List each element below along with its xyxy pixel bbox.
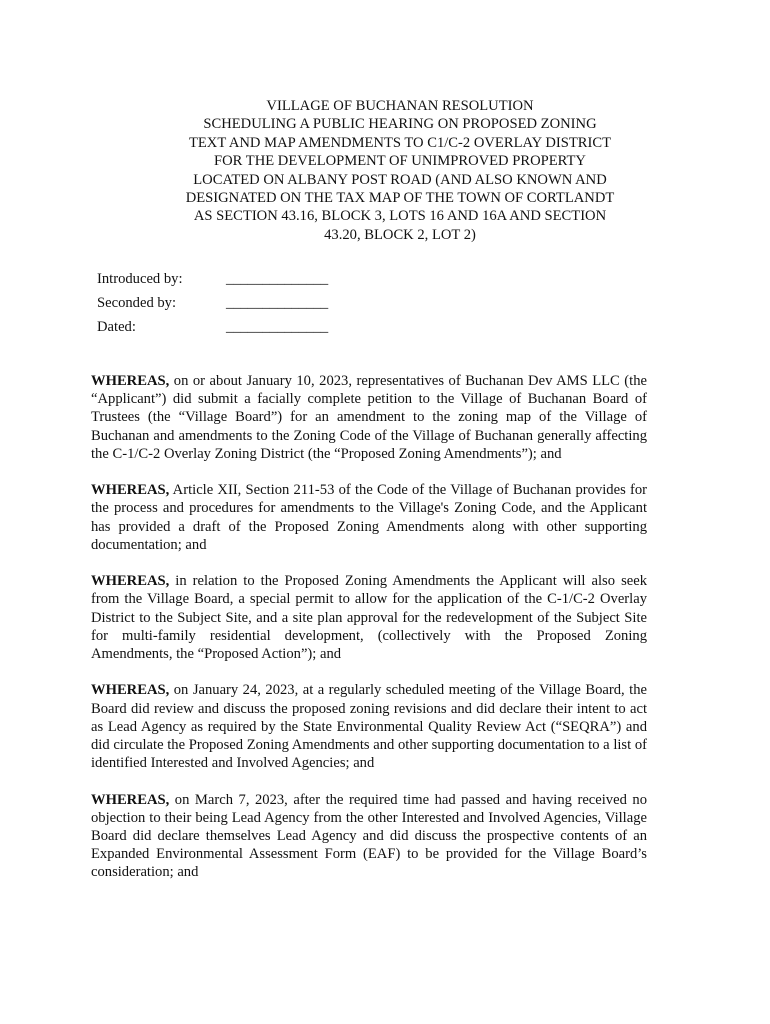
title-line-3: TEXT AND MAP AMENDMENTS TO C1/C-2 OVERLAY DISTRICT — [188, 134, 612, 151]
title-line-2: SCHEDULING A PUBLIC HEARING ON PROPOSED ZONING — [203, 116, 597, 133]
whereas-lead: WHEREAS, — [91, 791, 170, 808]
seconded-label: Seconded by: — [97, 294, 177, 311]
title-line-8: 43.20, BLOCK 2, LOT 2) — [324, 226, 476, 243]
whereas-lead: WHEREAS, — [91, 373, 170, 389]
dated-row — [97, 316, 328, 340]
seconded-blank: ______________ — [226, 294, 329, 311]
dated-label: Dated: — [97, 318, 136, 335]
paragraph-text: Article XII, Section 211-53 of the Code of the Village of Buchanan provides for the process and procedures for amendments to the Village's Zoning Code, and the Applicant has provided a draft of the Proposed Zoning Amendments along with other supporting documentation; and — [91, 482, 647, 553]
title-line-4: FOR THE DEVELOPMENT OF UNIMPROVED PROPERTY — [214, 153, 586, 170]
whereas-lead: WHEREAS, — [91, 682, 170, 699]
whereas-paragraph-4 — [91, 681, 647, 772]
paragraph-text: on March 7, 2023, after the required time had passed and having received no objection to their being Lead Agency from the other Interested and Involved Agencies, Village Board did declare themselves Lead Agency and did discuss the prospective contents of an Expanded Environmental Assessment Form (EAF) to be provided for the Village Board’s consideration; and — [91, 791, 647, 881]
introduced-label: Introduced by: — [97, 271, 183, 287]
resolution-body — [91, 372, 647, 900]
resolution-title — [150, 97, 650, 244]
seconded-row — [97, 292, 328, 316]
title-line-7: AS SECTION 43.16, BLOCK 3, LOTS 16 AND 16A AND SECTION — [193, 208, 607, 225]
whereas-paragraph-1 — [91, 372, 647, 463]
dated-blank: ______________ — [226, 318, 329, 335]
paragraph-text: in relation to the Proposed Zoning Amendments the Applicant will also seek from the Village Board, a special permit to allow for the application of the C-1/C-2 Overlay District to the Subject Site, and a site plan approval for the redevelopment of the Subject Site for multi-family residential development, (collectively with the Proposed Zoning Amendments, the “Proposed Action”); and — [91, 573, 647, 663]
whereas-paragraph-3 — [91, 572, 647, 663]
title-line-6: DESIGNATED ON THE TAX MAP OF THE TOWN OF CORTLANDT — [185, 190, 615, 207]
resolution-meta — [97, 268, 328, 339]
whereas-paragraph-2 — [91, 481, 647, 554]
paragraph-text: on January 24, 2023, at a regularly scheduled meeting of the Village Board, the Board did review and discuss the proposed zoning revisions and did declare their intent to act as Lead Agency as required by the State Environmental Quality Review Act (“SEQRA”) and did circulate the Proposed Zoning Amendments and other supporting documentation to a list of identified Interested and Involved Agencies; and — [91, 682, 647, 772]
whereas-lead: WHEREAS, — [91, 573, 170, 590]
whereas-paragraph-5 — [91, 791, 647, 882]
paragraph-text: on or about January 10, 2023, representatives of Buchanan Dev AMS LLC (the “Applicant”) did submit a facially complete petition to the Village of Buchanan Board of Trustees (the “Village Board”) for an amendment to the zoning map of the Village of Buchanan and amendments to the Zoning Code of the Village of Buchanan generally affecting the C-1/C-2 Overlay Zoning District (the “Proposed Zoning Amendments”); and — [91, 373, 647, 462]
introduced-blank: ______________ — [226, 271, 329, 287]
whereas-lead: WHEREAS, — [91, 482, 170, 499]
introduced-row — [97, 268, 328, 292]
title-line-1: VILLAGE OF BUCHANAN RESOLUTION — [266, 98, 534, 114]
title-line-5: LOCATED ON ALBANY POST ROAD (AND ALSO KNOWN AND — [193, 171, 607, 188]
